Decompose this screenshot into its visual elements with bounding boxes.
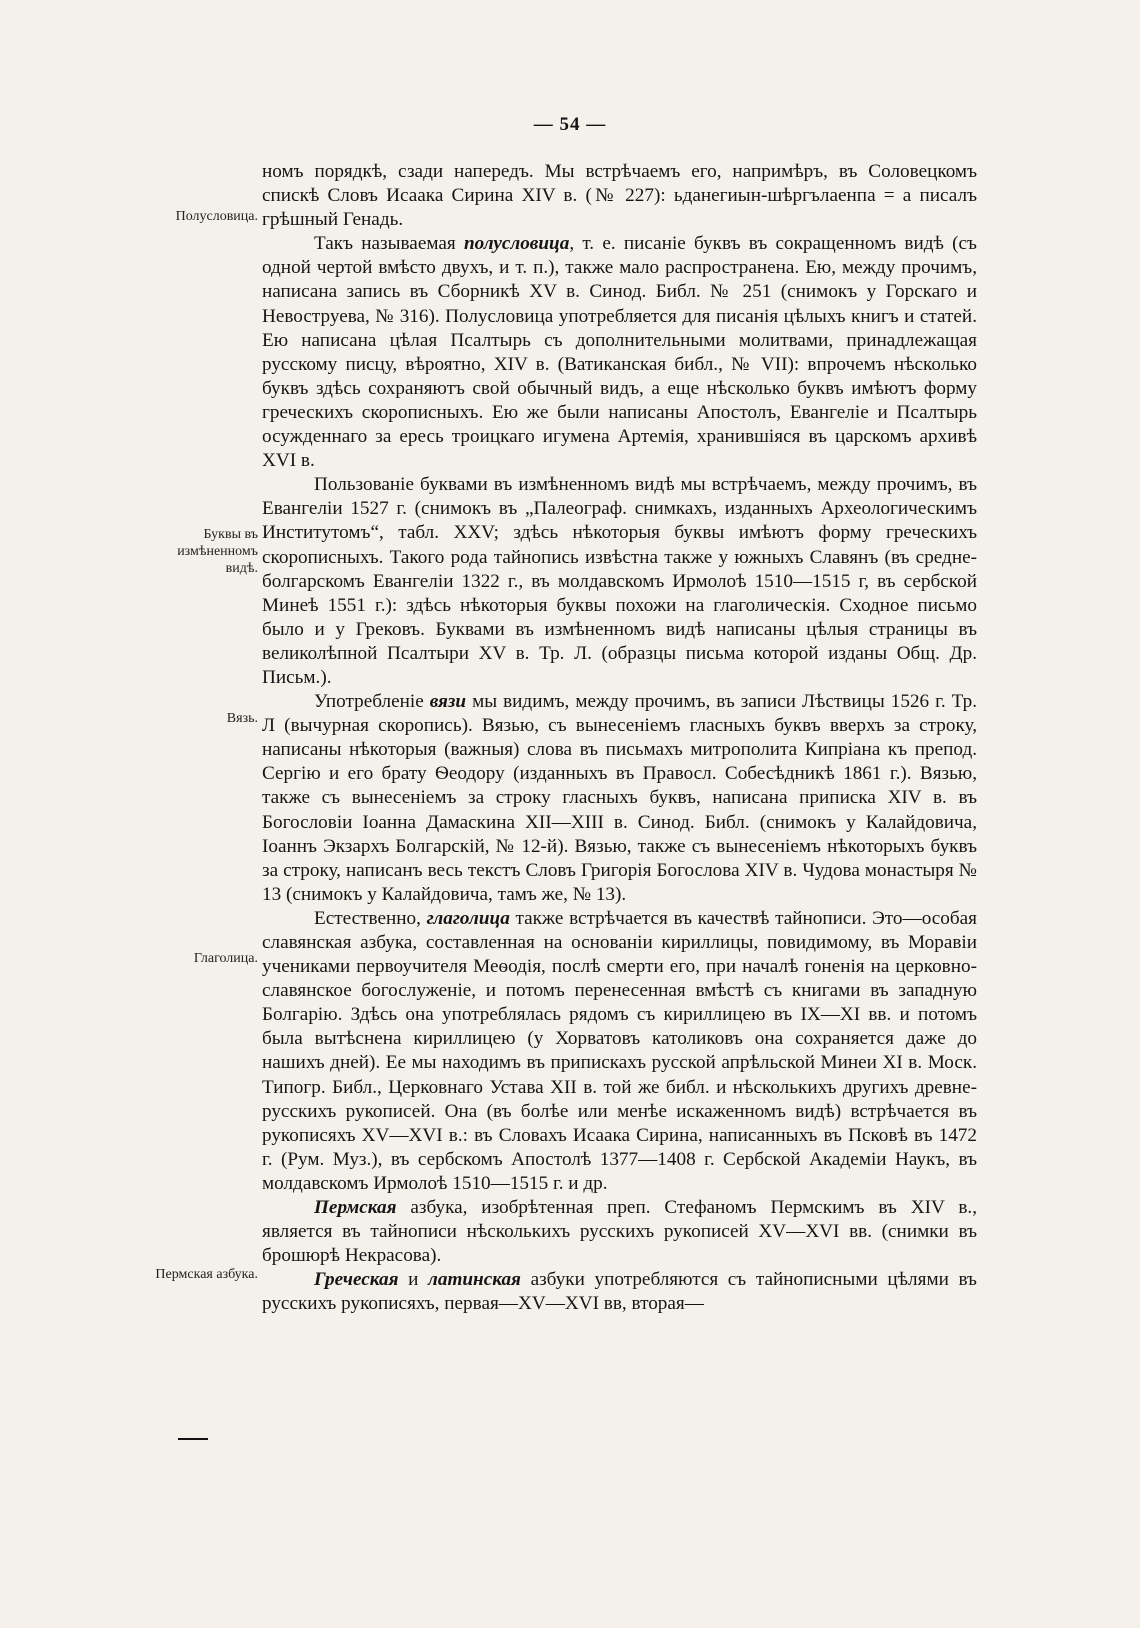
margin-note-perm-alphabet: Пермская азбука. xyxy=(155,1267,258,1282)
paragraph-continuation xyxy=(262,160,977,232)
italic-term: Пермская xyxy=(314,1197,397,1219)
text-run: Естественно, xyxy=(314,907,427,929)
italic-term: вязи xyxy=(429,691,467,713)
text-run: Пользованіе буквами въ измѣненномъ видѣ мы встрѣчаемъ, между прочимъ, въ Евангеліи 1527 г. (снимокъ въ „Палеограф. снимкахъ, изданныхъ Археологическимъ Институтомъ“, табл. XXV; здѣсь нѣкоторыя буквы имѣютъ форму греческихъ скорописныхъ. Такого рода тайнопись извѣстна также у южныхъ Славянъ (въ средне-болгарскомъ Евангеліи 1322 г., въ молдавскомъ Ирмолоѣ 1510—1515 г, въ сербской Минеѣ 1551 г.): здѣсь нѣкоторыя буквы похожи на глаголическія. Сходное письмо было и у Грековъ. Буквами въ измѣненномъ видѣ написаны цѣлыя страницы въ великолѣпной Псалтыри XV в. Тр. Л. (образцы письма которой изданы Общ. Др. Письм.). xyxy=(262,474,977,688)
margin-note-altered-letters: Буквы въ измѣненномъ видѣ. xyxy=(177,527,258,576)
text-run: , т. е. писаніе буквъ въ сокращенномъ видѣ (съ одной чертой вмѣсто двухъ, и т. п.), также мало распространена. Ею, между прочимъ, написана запись въ Сборникѣ XV в. Синод. Библ. № 251 (снимокъ у Горскаго и Невоструева, № 316). Полусловица употребляется для писанія цѣлыхъ книгъ и статей. Ею написана цѣлая Псалтырь съ дополнительными молитвами, принадлежащая русскому писцу, вѣроятно, XIV в. (Ватиканская библ., № VII): впрочемъ нѣсколько буквъ здѣсь сохраняютъ свой обычный видъ, а еще нѣсколько буквъ имѣютъ форму греческихъ скорописныхъ. Ею же были написаны Апостолъ, Евангеліе и Псалтырь осужденнаго за ересь троицкаго игумена Артемія, хранившіяся въ царскомъ архивѣ XVI в. xyxy=(262,233,977,472)
paragraph-perm-alphabet xyxy=(262,1196,977,1268)
paragraph-glagolitsa xyxy=(262,907,977,1196)
footer-rule xyxy=(178,1438,208,1440)
page-number: — 54 — xyxy=(533,114,607,135)
text-run: Такъ называемая xyxy=(314,233,464,255)
text-run: азбука, изобрѣтенная преп. Стефаномъ Пермскимъ въ XIV в., является въ тайнописи нѣсколькихъ русскихъ рукописей XV—XVI вв. (снимки въ брошюрѣ Некрасова). xyxy=(262,1197,977,1267)
paragraph-greek-latin xyxy=(262,1268,977,1316)
text-run: мы видимъ, между прочимъ, въ записи Лѣствицы 1526 г. Тр. Л (вычурная скоропись). Вязью, съ вынесеніемъ гласныхъ буквъ вверхъ за строку, написаны нѣкоторыя (важныя) слова въ письмахъ митрополита Кипріана къ препод. Сергію и его брату Ѳеодору (изданныхъ въ Правосл. Собесѣдникѣ 1861 г.). Вязью, также съ вынесеніемъ за строку гласныхъ буквъ, написана приписка XIV в. въ Богословіи Іоанна Дамаскина XII—XIII в. Синод. Библ. (снимокъ у Калайдовича, Іоаннъ Экзархъ Болгарскій, № 12-й). Вязью, также съ вынесеніемъ нѣкоторыхъ буквъ за строку, написанъ весь текстъ Словъ Григорія Богослова XIV в. Чудова монастыря № 13 (снимокъ у Калайдовича, тамъ же, № 13). xyxy=(262,691,977,905)
body-text xyxy=(262,160,977,1317)
paragraph-vyaz xyxy=(262,690,977,907)
margin-note-vyaz: Вязь. xyxy=(226,711,258,726)
text-run: Употребленіе xyxy=(314,691,430,713)
paragraph-altered-letters xyxy=(262,473,977,690)
italic-term: латинская xyxy=(428,1269,521,1291)
italic-term: глаголица xyxy=(426,907,510,929)
text-run: азбуки употребляются съ тайнописными цѣлями въ русскихъ рукописяхъ, первая—XV—XVI вв, вторая— xyxy=(262,1269,977,1315)
margin-note-polusloviza: Полусловица. xyxy=(175,209,258,224)
italic-term: полусловица xyxy=(463,233,570,255)
paragraph-polusloviza xyxy=(262,232,977,473)
margin-note-glagolitsa: Глаголица. xyxy=(193,951,258,966)
text-run: и xyxy=(398,1269,429,1291)
italic-term: Греческая xyxy=(314,1269,399,1291)
text-run: также встрѣчается въ качествѣ тайнописи. Это—особая славянская азбука, составленная на основаніи кириллицы, повидимому, въ Моравіи учениками первоучителя Меѳодія, послѣ смерти его, при началѣ гоненія на церковно-славянское богослуженіе, и потомъ перенесенная вмѣстѣ съ книгами въ западную Болгарію. Здѣсь она употреблялась рядомъ съ кириллицею въ IX—XI вв. и потомъ была вытѣснена кириллицею (у Хорватовъ католиковъ она сохраняется даже до нашихъ дней). Ее мы находимъ въ припискахъ русской апрѣльской Минеи XI в. Моск. Типогр. Библ., Церковнаго Устава XII в. той же библ. и нѣсколькихъ другихъ древне-русскихъ рукописей. Она (въ болѣе или менѣе искаженномъ видѣ) встрѣчается въ рукописяхъ XV—XVI в.: въ Словахъ Исаака Сирина, написанныхъ въ Псковѣ въ 1472 г. (Рум. Муз.), въ сербскомъ Апостолѣ 1377—1408 г. Сербской Академіи Наукъ, въ молдавскомъ Ирмолоѣ 1510—1515 г. и др. xyxy=(262,907,977,1194)
text-run: номъ порядкѣ, сзади напередъ. Мы встрѣчаемъ его, напримѣръ, въ Соловецкомъ спискѣ Словъ Исаака Сирина XIV в. (№ 227): ьданегиын-шѣргълаенпа = а писалъ грѣшный Генадь. xyxy=(262,161,977,231)
